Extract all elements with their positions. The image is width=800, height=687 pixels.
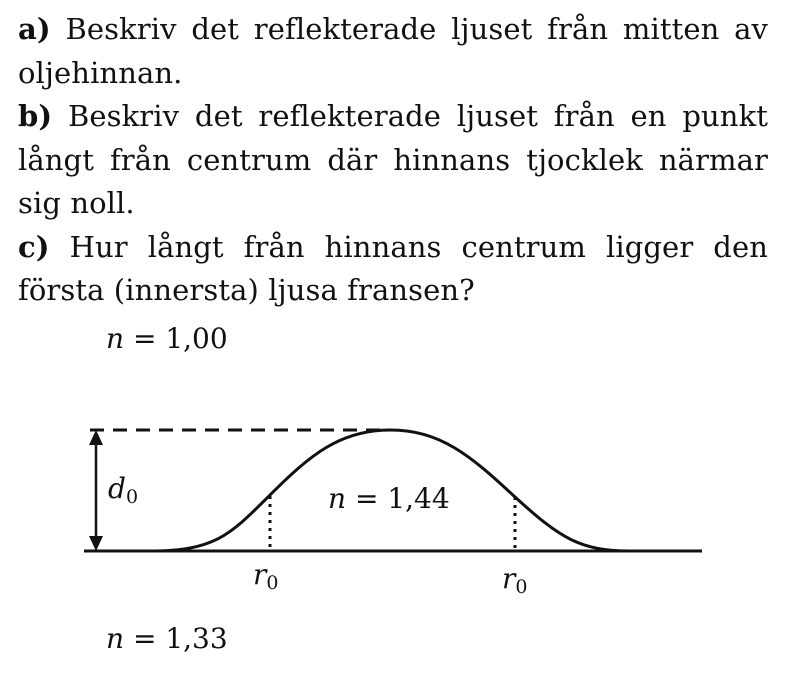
radius-label-left: r0 bbox=[253, 558, 279, 594]
refractive-index-air: n = 1,00 bbox=[106, 322, 228, 355]
refractive-index-film: n = 1,44 bbox=[328, 482, 450, 515]
question-c-body: Hur långt från hinnans centrum ligger den första (innersta) ljusa fransen? bbox=[18, 229, 768, 307]
question-c-letter: c) bbox=[18, 229, 50, 264]
thickness-arrow-head-up bbox=[89, 430, 103, 445]
question-b-body: Beskriv det reflekterade ljuset från en punkt långt från centrum där hinnans tjocklek närmar sig noll. bbox=[18, 99, 768, 220]
radius-label-right: r0 bbox=[502, 562, 528, 598]
refractive-index-water: n = 1,33 bbox=[106, 622, 228, 655]
thickness-arrow-head-down bbox=[89, 536, 103, 551]
question-a-letter: a) bbox=[18, 12, 51, 46]
thickness-label: d0 bbox=[108, 472, 139, 508]
question-a-body: Beskriv det reflekterade ljuset från mitten av oljehinnan. bbox=[18, 12, 768, 90]
question-b-letter: b) bbox=[18, 99, 53, 133]
